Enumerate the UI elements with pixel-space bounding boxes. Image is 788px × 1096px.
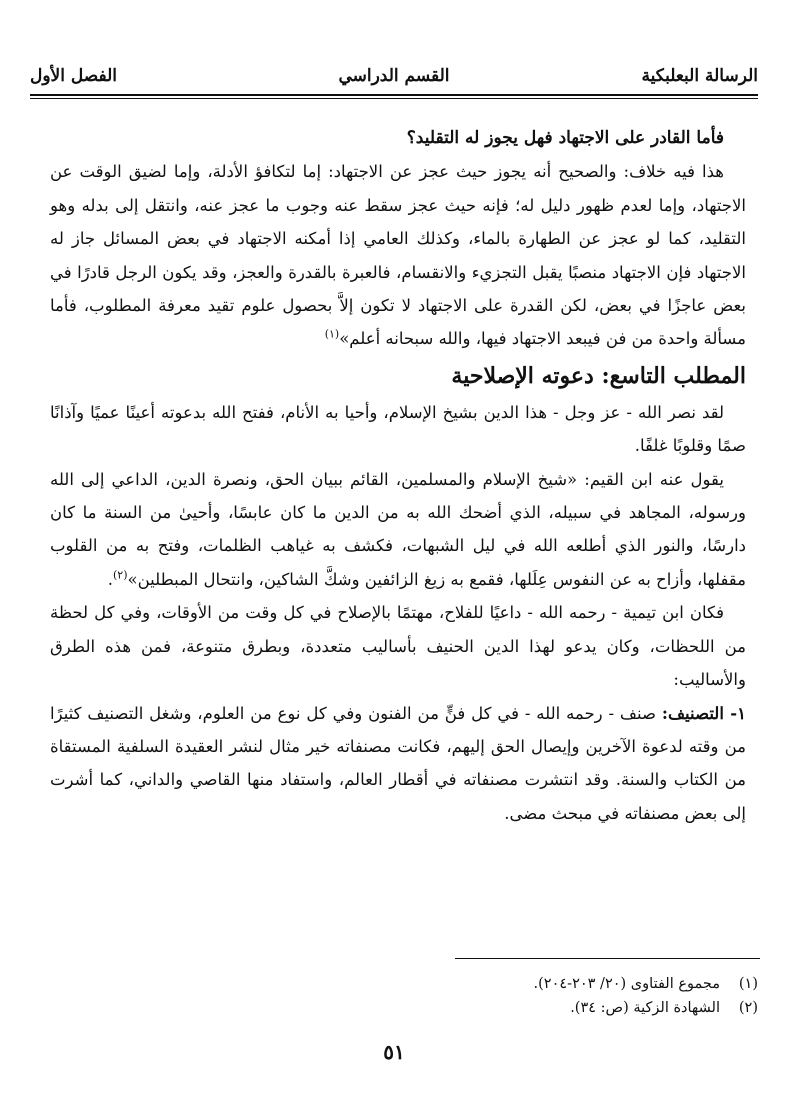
footnote-number: (٢) xyxy=(738,1000,758,1016)
footnote-item xyxy=(58,972,758,996)
section-heading: المطلب التاسع: دعوته الإصلاحية xyxy=(451,362,746,389)
footnote-text: مجموع الفتاوى (٢٠/ ٢٠٣-٢٠٤). xyxy=(533,976,720,992)
footnote-number: (١) xyxy=(738,976,758,992)
page-number: ٥١ xyxy=(383,1040,405,1064)
header-rule-thick xyxy=(30,94,758,96)
main-text xyxy=(50,122,746,830)
running-header xyxy=(30,60,758,92)
paragraph-methods: فكان ابن تيمية - رحمه الله - داعيًا للفلاح، مهتمًا بالإصلاح في كل وقت من الأوقات، وفي كل لحظة من اللحظات، وكان يدعو لهذا الدين الحنيف بأساليب متعددة، وبطرق متنوعة، فمن هذه الطرق والأساليب: xyxy=(50,603,746,690)
footnote-item xyxy=(58,996,758,1020)
header-chapter-title: الفصل الأول xyxy=(30,66,118,86)
writing-text: صنف - رحمه الله - في كل فنٍّ من الفنون وفي كل نوع من العلوم، وشغل التصنيف كثيرًا من وقته لدعوة الآخرين وإيصال الحق إليهم، فكانت مصنفاته خير مثال لنشر العقيدة السلفية المستقاة من الكتاب والسنة. وقد انتشرت مصنفاته في أقطار العالم، واستفاد منها القاصي والداني، كما أشرت إلى بعض مصنفاته في مبحث مضى. xyxy=(50,703,746,823)
writing-label: ١- التصنيف: xyxy=(661,703,746,723)
quote-end-period: . xyxy=(107,569,113,589)
paragraph-intro: لقد نصر الله - عز وجل - هذا الدين بشيخ الإسلام، وأحيا به الأنام، ففتح الله بدعوته أعينًا عميًا وآذانًا صمًا وقلوبًا غلفًا. xyxy=(50,402,746,456)
footnote-separator xyxy=(455,958,760,959)
paragraph-ibn-qayyim-quote xyxy=(50,463,746,597)
paragraph-taqlid-text: هذا فيه خلاف: والصحيح أنه يجوز حيث عجز عن الاجتهاد: إما لتكافؤ الأدلة، وإما لضيق الوقت عن الاجتهاد، وإما لعدم ظهور دليل له؛ فإنه حيث عجز سقط عنه وجوب ما عجز عنه، وانتقل إلى بدله وهو التقليد، كما لو عجز عن الطهارة بالماء، وكذلك العامي إذا أمكنه الاجتهاد في بعض المسائل جاز له الاجتهاد فإن الاجتهاد منصبًا يقبل التجزيء والانقسام، فالعبرة بالقدرة والعجز، وقد يكون الرجل قادرًا في بعض عاجزًا في بعض، لكن القدرة على الاجتهاد لا تكون إلاَّ بحصول علوم تقيد معرفة المطلوب، فأما مسألة واحدة من فن فيبعد الاجتهاد فيها، والله سبحانه أعلم» xyxy=(50,162,746,349)
quote-text: يقول عنه ابن القيم: «شيخ الإسلام والمسلمين، القائم ببيان الحق، ونصرة الدين، الداعي إلى الله ورسوله، المجاهد في سبيله، الذي أضحك الله به من الدين ما كان عابسًا، وأحيىٰ من السنة ما كان دارسًا، والنور الذي أطلعه الله في ليل الشبهات، فكشف به غياهب الظلمات، وفتح به من القلوب مقفلها، وأزاح به عن النفوس عِلَلها، فقمع به زيغ الزائفين وشكَّ الشاكين، وانتحال المبطلين» xyxy=(50,469,746,589)
header-section-title: القسم الدراسي xyxy=(338,66,450,86)
header-rule-thin xyxy=(30,98,758,99)
footnotes xyxy=(58,972,758,1020)
question-line: فأما القادر على الاجتهاد فهل يجوز له التقليد؟ xyxy=(406,128,724,148)
paragraph-writing xyxy=(50,697,746,831)
footnote-text: الشهادة الزكية (ص: ٣٤). xyxy=(570,1000,720,1016)
footnote-ref-2: (٢) xyxy=(112,568,128,582)
header-book-title: الرسالة البعلبكية xyxy=(641,66,758,86)
footnote-ref-1: (١) xyxy=(324,327,340,341)
paragraph-taqlid xyxy=(50,155,746,355)
